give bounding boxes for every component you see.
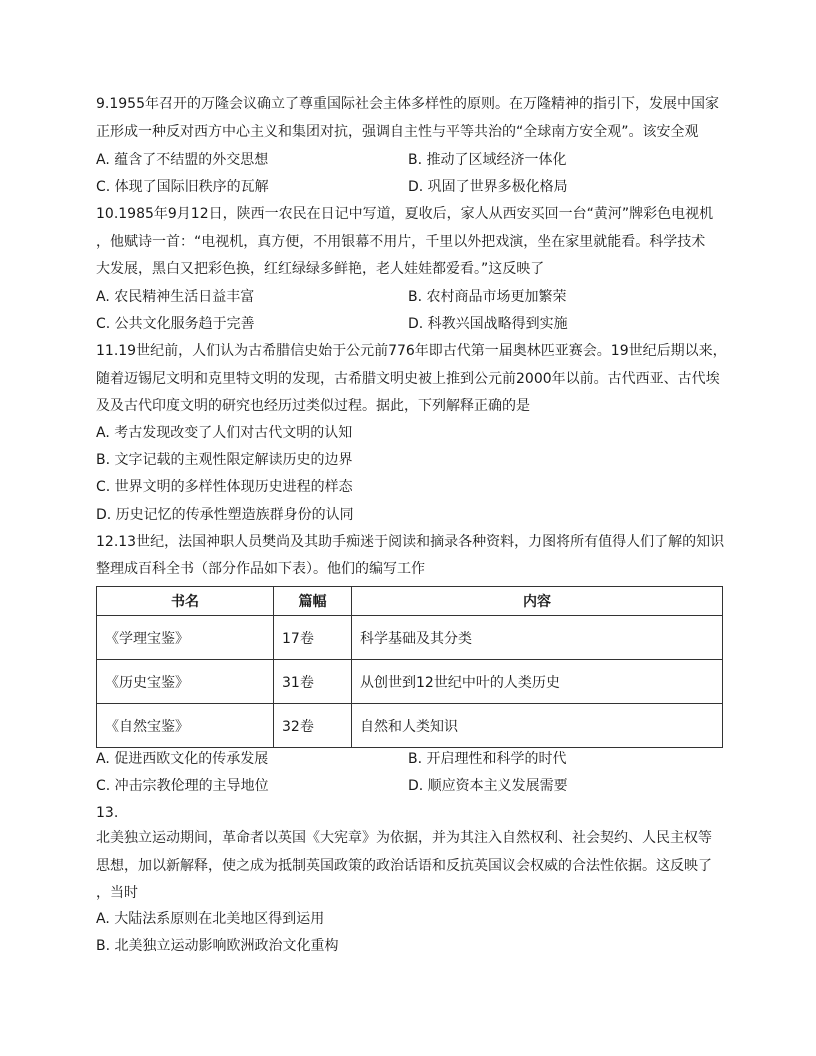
question-13-line-2: 思想，加以新解释，使之成为抵制英国政策的政治话语和反抗英国议会权威的合法性依据。这反映了	[96, 858, 712, 874]
option-b[interactable]: B. 农村商品市场更加繁荣	[408, 289, 567, 305]
question-9-line-2: 正形成一种反对西方中心主义和集团对抗，强调自主性与平等共治的“全球南方安全观”。该安全观	[96, 124, 699, 140]
option-d[interactable]: D. 巩固了世界多极化格局	[408, 179, 568, 195]
option-a[interactable]: A. 促进西欧文化的传承发展	[96, 751, 269, 767]
table-cell: 31卷	[274, 660, 352, 704]
question-11-line-1: 11.19世纪前，人们认为古希腊信史始于公元前776年即古代第一届奥林匹亚赛会。19世纪后期以来，	[96, 343, 727, 359]
encyclopedia-table	[96, 586, 723, 748]
option-b[interactable]: B. 推动了区域经济一体化	[408, 152, 567, 168]
option-c[interactable]: C. 冲击宗教伦理的主导地位	[96, 778, 269, 794]
option-d[interactable]: D. 历史记忆的传承性塑造族群身份的认同	[96, 507, 354, 523]
option-b[interactable]: B. 北美独立运动影响欧洲政治文化重构	[96, 938, 339, 954]
column-header-content: 内容	[352, 587, 723, 616]
option-c[interactable]: C. 公共文化服务趋于完善	[96, 316, 255, 332]
table-cell: 自然和人类知识	[352, 704, 723, 748]
question-10-line-1: 10.1985年9月12日，陕西一农民在日记中写道，夏收后，家人从西安买回一台“黄河”牌彩色电视机	[96, 206, 714, 222]
table-row	[97, 616, 723, 660]
table-header-row	[97, 587, 723, 616]
option-d[interactable]: D. 科教兴国战略得到实施	[408, 316, 568, 332]
question-13-line-1: 北美独立运动期间，革命者以英国《大宪章》为依据，并为其注入自然权利、社会契约、人民主权等	[96, 830, 712, 846]
table-cell: 32卷	[274, 704, 352, 748]
option-a[interactable]: A. 大陆法系原则在北美地区得到运用	[96, 911, 325, 927]
option-c[interactable]: C. 世界文明的多样性体现历史进程的样态	[96, 479, 353, 495]
question-13-number: 13.	[96, 805, 119, 821]
option-a[interactable]: A. 农民精神生活日益丰富	[96, 289, 255, 305]
question-11-line-3: 及及古代印度文明的研究也经历过类似过程。据此，下列解释正确的是	[96, 398, 530, 414]
option-b[interactable]: B. 开启理性和科学的时代	[408, 751, 567, 767]
question-12-line-2: 整理成百科全书（部分作品如下表）。他们的编写工作	[96, 561, 425, 577]
option-a[interactable]: A. 蕴含了不结盟的外交思想	[96, 152, 269, 168]
question-13-line-3: ，当时	[96, 885, 138, 901]
option-b[interactable]: B. 文字记载的主观性限定解读历史的边界	[96, 452, 353, 468]
table-cell: 从创世到12世纪中叶的人类历史	[352, 660, 723, 704]
question-12-line-1: 12.13世纪，法国神职人员樊尚及其助手痴迷于阅读和摘录各种资料，力图将所有值得人们了解的知识	[96, 534, 725, 550]
column-header-length: 篇幅	[274, 587, 352, 616]
question-10-line-2: ，他赋诗一首：“电视机，真方便，不用银幕不用片，千里以外把戏演，坐在家里就能看。科学技术	[96, 234, 706, 250]
question-10-line-3: 大发展，黑白又把彩色换，红红绿绿多鲜艳，老人娃娃都爱看。”这反映了	[96, 261, 545, 277]
table-cell: 《学理宝鉴》	[97, 616, 274, 660]
column-header-title: 书名	[97, 587, 274, 616]
option-a[interactable]: A. 考古发现改变了人们对古代文明的认知	[96, 425, 353, 441]
table-cell: 《历史宝鉴》	[97, 660, 274, 704]
table-cell: 科学基础及其分类	[352, 616, 723, 660]
table-cell: 17卷	[274, 616, 352, 660]
question-9-line-1: 9.1955年召开的万隆会议确立了尊重国际社会主体多样性的原则。在万隆精神的指引下，发展中国家	[96, 96, 719, 112]
question-11-line-2: 随着迈锡尼文明和克里特文明的发现，古希腊文明史被上推到公元前2000年以前。古代西亚、古代埃	[96, 371, 720, 387]
option-c[interactable]: C. 体现了国际旧秩序的瓦解	[96, 179, 269, 195]
table-row	[97, 704, 723, 748]
option-d[interactable]: D. 顺应资本主义发展需要	[408, 778, 568, 794]
table-cell: 《自然宝鉴》	[97, 704, 274, 748]
table-row	[97, 660, 723, 704]
